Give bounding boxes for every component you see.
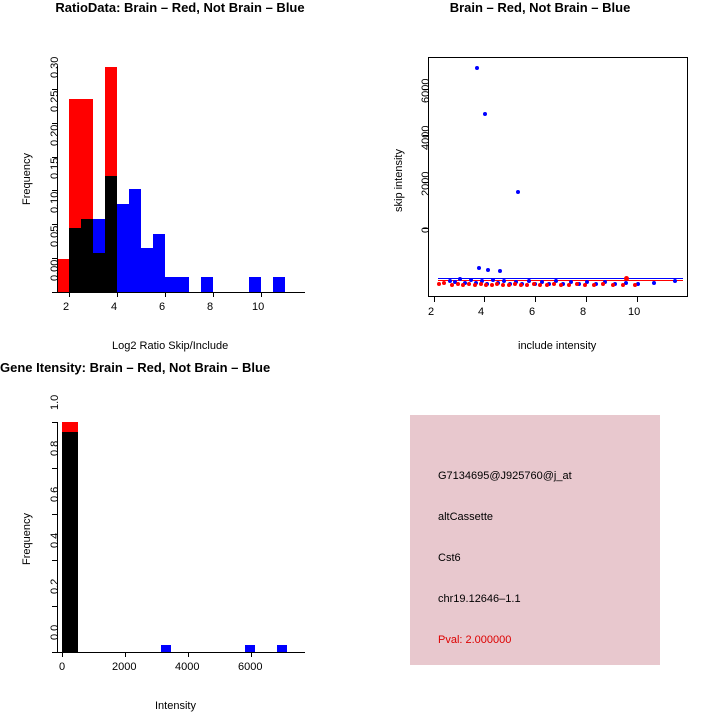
ratio-x-tick [69,292,70,297]
scatter-x-ticklabel: 2 [428,306,435,318]
scatter-y-axis-label: skip intensity [393,149,405,212]
info-probe-id: G7134695@J925760@j_at [438,470,572,482]
scatter-x-tick [484,297,485,302]
ratio-histogram-title: RatioData: Brain – Red, Not Brain – Blue [55,0,305,15]
scatter-y-ticklabel: 4000 [420,125,432,150]
panel-info [360,360,720,720]
scatter-point-red [513,282,517,286]
scatter-x-tick [434,297,435,302]
gene-x-ticklabel: 0 [59,661,66,673]
ratio-y-tick [52,292,57,293]
gene-y-tick [52,606,57,607]
gene-y-tick [52,468,57,469]
scatter-point-red [624,276,629,281]
scatter-x-ticklabel: 4 [478,306,485,318]
gene-y-tick [52,560,57,561]
scatter-point-blue [491,278,495,282]
ratio-y-ticklabel: 0.30 [49,56,61,78]
ratio-y-ticklabel: 0.00 [49,259,61,281]
ratio-y-ticklabel: 0.25 [49,90,61,112]
scatter-point-red [575,282,579,286]
scatter-point-red [450,283,454,287]
panel-gene-histogram [0,360,360,720]
scatter-x-ticklabel: 6 [529,306,536,318]
gene-y-ticklabel: 0.6 [49,486,61,502]
scatter-point-red [545,283,549,287]
gene-histogram-title: Gene Itensity: Brain – Red, Not Brain – Blue [0,360,271,375]
info-locus: chr19.12646–1.1 [438,593,521,605]
gene-x-ticklabel: 6000 [238,661,263,673]
ratio-y-ticklabel: 0.15 [49,157,61,179]
gene-y-ticklabel: 1.0 [49,394,61,410]
ratio-x-ticklabel: 6 [159,301,166,313]
gene-x-tick [125,652,126,657]
gene-x-axis [57,652,305,653]
ratio-y-ticklabel: 0.20 [49,124,61,146]
ratio-y-axis-label: Frequency [21,153,33,205]
gene-x-tick [62,652,63,657]
scatter-point-red [490,283,494,287]
gene-histogram-plot [57,422,305,652]
scatter-point-red [501,283,505,287]
gene-y-ticklabel: 0.2 [49,578,61,594]
gene-x-tick [251,652,252,657]
scatter-title: Brain – Red, Not Brain – Blue [449,0,631,15]
scatter-cluster [428,57,688,297]
scatter-point-red [592,283,596,287]
info-panel-background [410,415,660,665]
gene-x-axis-label: Intensity [155,700,196,712]
scatter-y-ticklabel: 0 [420,226,432,233]
gene-bars-red [57,422,305,652]
gene-y-axis-label: Frequency [21,513,33,565]
scatter-point-red [467,282,471,286]
gene-y-tick [52,652,57,653]
gene-y-tick [52,422,57,423]
ratio-x-ticklabel: 8 [207,301,214,313]
scatter-point-blue [652,281,656,285]
gene-x-ticklabel: 4000 [175,661,200,673]
scatter-point-red [633,283,637,287]
scatter-point-red [552,282,556,286]
gene-y-tick [52,514,57,515]
scatter-point-red [495,282,499,286]
scatter-point-red [583,283,587,287]
scatter-point-red [437,282,441,286]
scatter-point-red [442,281,446,285]
scatter-point-red [473,283,477,287]
panel-scatter [360,0,720,360]
scatter-y-ticklabel: 2000 [420,171,432,196]
scatter-point-red [601,282,605,286]
ratio-x-axis [57,292,305,293]
scatter-point-red [461,283,465,287]
ratio-x-axis-label: Log2 Ratio Skip/Include [112,340,229,352]
scatter-point-red [525,283,529,287]
info-pval: Pval: 2.000000 [438,634,512,646]
scatter-x-axis-label: include intensity [518,340,597,352]
gene-x-ticklabel: 2000 [112,661,137,673]
gene-y-ticklabel: 0.8 [49,440,61,456]
gene-y-ticklabel: 0.0 [49,624,61,640]
ratio-y-ticklabel: 0.05 [49,225,61,247]
scatter-x-ticklabel: 8 [580,306,587,318]
ratio-y-ticklabel: 0.10 [49,191,61,213]
scatter-x-tick [535,297,536,302]
ratio-x-tick [213,292,214,297]
ratio-x-ticklabel: 10 [252,301,265,313]
scatter-point-red [567,283,571,287]
scatter-point-red [611,283,615,287]
scatter-point-red [484,283,488,287]
ratio-x-ticklabel: 2 [63,301,70,313]
scatter-point-red [621,283,625,287]
scatter-plot-area [428,57,688,297]
scatter-point-red [456,282,460,286]
scatter-x-tick [637,297,638,302]
ratio-x-ticklabel: 4 [111,301,118,313]
scatter-point-blue [673,279,677,283]
scatter-point-red [519,283,523,287]
scatter-x-ticklabel: 10 [628,306,641,318]
scatter-point-red [538,283,542,287]
info-gene-symbol: Cst6 [438,552,461,564]
scatter-y-ticklabel: 6000 [420,78,432,103]
scatter-point-red [559,283,563,287]
info-event-type: altCassette [438,511,494,523]
scatter-point-red [479,282,483,286]
ratio-x-tick [165,292,166,297]
panel-ratio-histogram [0,0,360,360]
ratio-histogram-plot [57,62,305,292]
scatter-point-red [532,282,536,286]
ratio-bars-red [57,62,305,292]
ratio-x-tick [261,292,262,297]
scatter-x-tick [586,297,587,302]
gene-y-ticklabel: 0.4 [49,532,61,548]
ratio-x-tick [117,292,118,297]
scatter-point-blue [458,277,462,281]
scatter-point-red [507,283,511,287]
gene-x-tick [188,652,189,657]
